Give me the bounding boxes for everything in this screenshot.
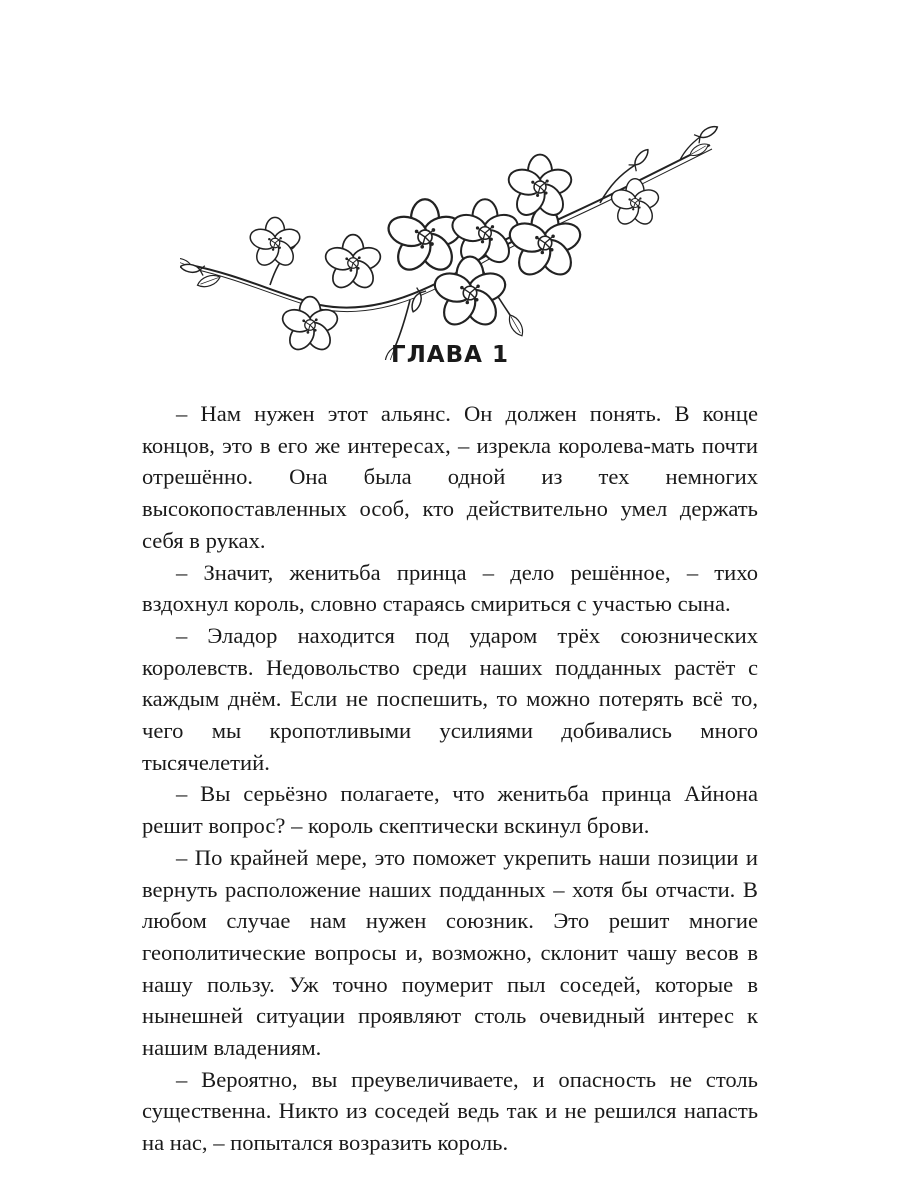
paragraph: – Эладор находится под ударом трёх союзнических королевств. Недовольство среди наших подданных растёт с каждым днём. Если не поспешить, то можно потерять всё то, чего мы кропотливыми усилиями добивались много тысячелетий. [142,622,758,775]
paragraph: – Нам нужен этот альянс. Он должен понять. В конце концов, это в его же интересах, – изрекла королева-мать почти отрешённо. Она была одной из тех немногих высокопоставленных особ, кто действительно умел держать себя в руках. [142,401,758,553]
chapter-title: ГЛАВА 1 [391,342,509,368]
paragraph: – По крайней мере, это поможет укрепить наши позиции и вернуть расположение наших подданных – хотя бы отчасти. В любом случае нам нужен союзник. Это решит многие геополитические вопросы и, возможно, склонит чашу весов в нашу пользу. Уж точно поумерит пыл соседей, которые в нынешней ситуации проявляют столь очевидный интерес к нашим владениям. [142,844,758,1061]
chapter-body [142,398,758,1159]
paragraph: – Значит, женитьба принца – дело решённое, – тихо вздохнул король, словно стараясь смириться с участью сына. [142,559,758,617]
cherry-blossom-branch-illustration [180,125,720,360]
paragraph: – Вы серьёзно полагаете, что женитьба принца Айнона решит вопрос? – король скептически вскинул брови. [142,781,758,839]
paragraph: – Вероятно, вы преувеличиваете, и опасность не столь существенна. Никто из соседей ведь так и не решился напасть на нас, – попытался возразить король. [142,1066,758,1156]
